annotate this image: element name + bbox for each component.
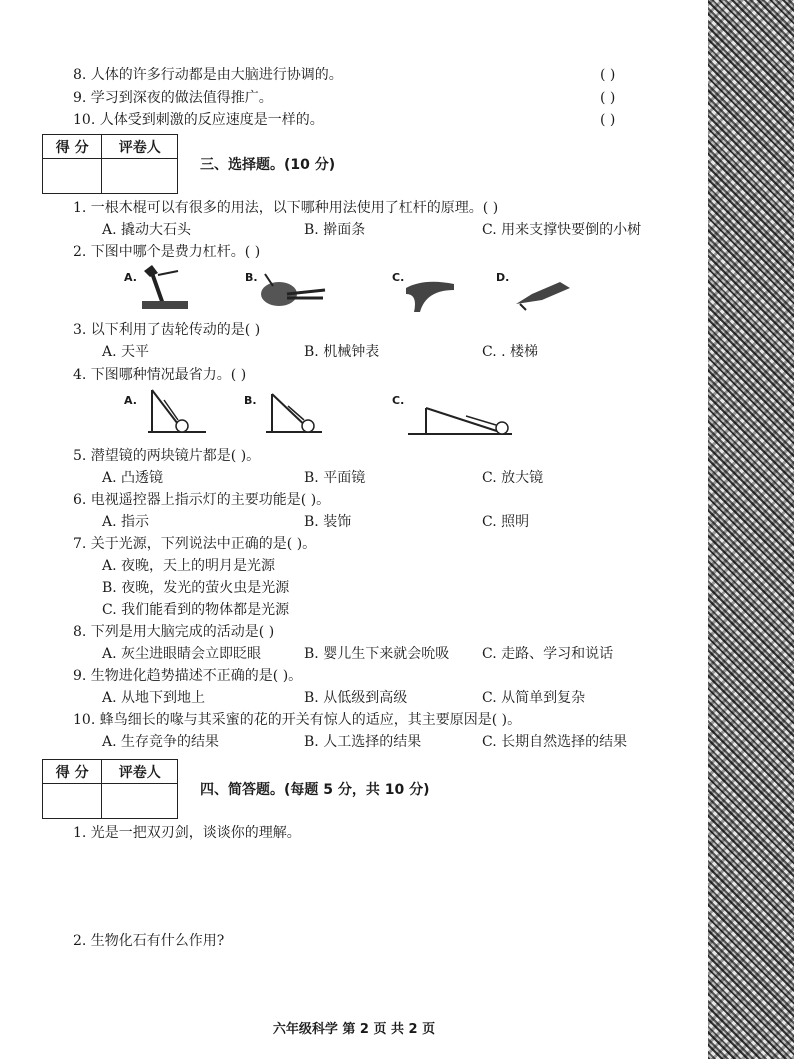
q2-label-d: D. — [496, 271, 510, 284]
grader-label: 评卷人 — [102, 135, 178, 159]
section3-title: 三、选择题。(10 分) — [200, 157, 336, 173]
score-box-section3 — [42, 134, 178, 194]
q4-figure-b-medium-ramp[interactable] — [264, 388, 324, 438]
q6-option-a[interactable]: A. 指示 — [102, 514, 150, 530]
score-cell[interactable] — [43, 159, 102, 194]
q4-label-c: C. — [392, 394, 405, 407]
q9-stem: 9. 生物进化趋势描述不正确的是( )。 — [73, 668, 303, 684]
binding-strip-pattern — [708, 0, 794, 1059]
q5-option-a[interactable]: A. 凸透镜 — [102, 470, 164, 486]
q6-option-b[interactable]: B. 装饰 — [304, 514, 352, 530]
grader-label: 评卷人 — [102, 760, 178, 784]
q5-stem: 5. 潜望镜的两块镜片都是( )。 — [73, 448, 261, 464]
q6-option-c[interactable]: C. 照明 — [482, 514, 530, 530]
short-answer-q2: 2. 生物化石有什么作用? — [73, 933, 225, 949]
score-label: 得 分 — [43, 135, 102, 159]
section4-title: 四、简答题。(每题 5 分，共 10 分) — [200, 782, 430, 798]
q2-label-a: A. — [124, 271, 137, 284]
q2-figure-a-crowbar[interactable] — [138, 263, 190, 313]
judge-item-9: 9. 学习到深夜的做法值得推广。 — [73, 90, 273, 106]
q9-option-a[interactable]: A. 从地下到地上 — [102, 690, 206, 706]
q3-option-a[interactable]: A. 天平 — [102, 344, 150, 360]
q2-label-b: B. — [245, 271, 258, 284]
grader-cell[interactable] — [102, 784, 178, 819]
q3-stem: 3. 以下利用了齿轮传动的是( ) — [73, 322, 261, 338]
q2-label-c: C. — [392, 271, 405, 284]
q8-stem: 8. 下列是用大脑完成的活动是( ) — [73, 624, 275, 640]
q4-label-a: A. — [124, 394, 137, 407]
q4-figure-c-gentle-ramp[interactable] — [406, 404, 516, 438]
q4-label-b: B. — [244, 394, 257, 407]
q5-option-b[interactable]: B. 平面镜 — [304, 470, 366, 486]
q4-stem: 4. 下图哪种情况最省力。( ) — [73, 367, 247, 383]
judge-answer-9[interactable]: ( ) — [600, 90, 616, 106]
q5-option-c[interactable]: C. 放大镜 — [482, 470, 544, 486]
q10-option-b[interactable]: B. 人工选择的结果 — [304, 734, 422, 750]
q2-stem: 2. 下图中哪个是费力杠杆。( ) — [73, 244, 261, 260]
judge-answer-10[interactable]: ( ) — [600, 112, 616, 128]
q3-option-c[interactable]: C. . 楼梯 — [482, 344, 539, 360]
score-box-section4 — [42, 759, 178, 819]
q1-stem: 1. 一根木棍可以有很多的用法，以下哪种用法使用了杠杆的原理。( ) — [73, 200, 499, 216]
q4-figure-a-steep-ramp[interactable] — [144, 386, 210, 438]
q6-stem: 6. 电视遥控器上指示灯的主要功能是( )。 — [73, 492, 331, 508]
q10-option-a[interactable]: A. 生存竞争的结果 — [102, 734, 220, 750]
q10-stem: 10. 蜂鸟细长的喙与其采蜜的花的开关有惊人的适应，其主要原因是( )。 — [73, 712, 522, 728]
q10-option-c[interactable]: C. 长期自然选择的结果 — [482, 734, 628, 750]
q1-option-b[interactable]: B. 擀面条 — [304, 222, 366, 238]
q8-option-b[interactable]: B. 婴儿生下来就会吮吸 — [304, 646, 450, 662]
q7-option-b[interactable]: B. 夜晚，发光的萤火虫是光源 — [102, 580, 290, 596]
q8-option-a[interactable]: A. 灰尘进眼睛会立即眨眼 — [102, 646, 262, 662]
judge-item-8: 8. 人体的许多行动都是由大脑进行协调的。 — [73, 67, 343, 83]
q9-option-c[interactable]: C. 从简单到复杂 — [482, 690, 586, 706]
short-answer-q1: 1. 光是一把双刃剑，谈谈你的理解。 — [73, 825, 301, 841]
grader-cell[interactable] — [102, 159, 178, 194]
judge-item-10: 10. 人体受到刺激的反应速度是一样的。 — [73, 112, 324, 128]
page-footer: 六年级科学 第 2 页 共 2 页 — [272, 1022, 436, 1037]
judge-answer-8[interactable]: ( ) — [600, 67, 616, 83]
q9-option-b[interactable]: B. 从低级到高级 — [304, 690, 408, 706]
q2-figure-d-scissors[interactable] — [512, 274, 574, 312]
q8-option-c[interactable]: C. 走路、学习和说话 — [482, 646, 614, 662]
q2-figure-c-tweezers[interactable] — [402, 272, 458, 316]
q7-option-a[interactable]: A. 夜晚，天上的明月是光源 — [102, 558, 276, 574]
score-label: 得 分 — [43, 760, 102, 784]
q7-option-c[interactable]: C. 我们能看到的物体都是光源 — [102, 602, 290, 618]
q1-option-c[interactable]: C. 用来支撑快要倒的小树 — [482, 222, 642, 238]
q7-stem: 7. 关于光源，下列说法中正确的是( )。 — [73, 536, 317, 552]
score-cell[interactable] — [43, 784, 102, 819]
q3-option-b[interactable]: B. 机械钟表 — [304, 344, 380, 360]
q1-option-a[interactable]: A. 撬动大石头 — [102, 222, 192, 238]
q2-figure-b-nutcracker[interactable] — [255, 268, 327, 310]
